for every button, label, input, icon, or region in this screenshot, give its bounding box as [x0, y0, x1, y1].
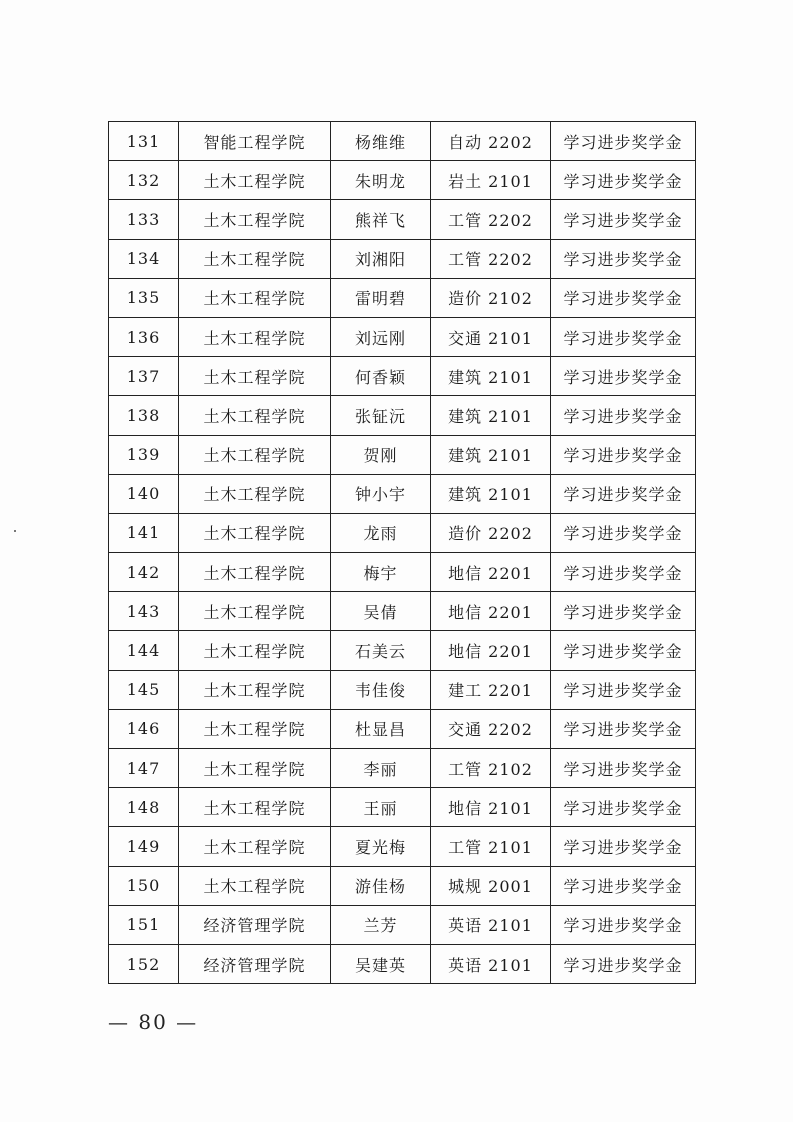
college-cell: 土木工程学院 [179, 827, 331, 866]
award-cell: 学习进步奖学金 [551, 474, 696, 513]
page-number: — 80 — [108, 1010, 199, 1034]
award-cell: 学习进步奖学金 [551, 396, 696, 435]
college-cell: 土木工程学院 [179, 788, 331, 827]
student-name-cell: 熊祥飞 [331, 200, 431, 239]
student-name-cell: 石美云 [331, 631, 431, 670]
student-name-cell: 张钲沅 [331, 396, 431, 435]
table-row [109, 670, 696, 709]
row-number: 150 [109, 866, 179, 905]
row-number: 132 [109, 161, 179, 200]
class-cell: 造价 2202 [431, 513, 551, 552]
row-number: 145 [109, 670, 179, 709]
table-row [109, 200, 696, 239]
class-cell: 地信 2201 [431, 592, 551, 631]
college-cell: 智能工程学院 [179, 122, 331, 161]
table-row [109, 435, 696, 474]
award-cell: 学习进步奖学金 [551, 553, 696, 592]
row-number: 138 [109, 396, 179, 435]
table-row [109, 866, 696, 905]
college-cell: 土木工程学院 [179, 866, 331, 905]
student-name-cell: 李丽 [331, 749, 431, 788]
college-cell: 土木工程学院 [179, 239, 331, 278]
award-cell: 学习进步奖学金 [551, 435, 696, 474]
award-cell: 学习进步奖学金 [551, 357, 696, 396]
award-cell: 学习进步奖学金 [551, 944, 696, 983]
row-number: 136 [109, 317, 179, 356]
class-cell: 交通 2101 [431, 317, 551, 356]
college-cell: 土木工程学院 [179, 670, 331, 709]
table-row [109, 239, 696, 278]
class-cell: 建筑 2101 [431, 474, 551, 513]
row-number: 139 [109, 435, 179, 474]
table-row [109, 513, 696, 552]
student-name-cell: 梅宇 [331, 553, 431, 592]
class-cell: 自动 2202 [431, 122, 551, 161]
student-name-cell: 何香颖 [331, 357, 431, 396]
student-name-cell: 兰芳 [331, 905, 431, 944]
table-row [109, 592, 696, 631]
college-cell: 土木工程学院 [179, 553, 331, 592]
college-cell: 土木工程学院 [179, 474, 331, 513]
table-row [109, 905, 696, 944]
table-row [109, 553, 696, 592]
class-cell: 工管 2202 [431, 239, 551, 278]
award-cell: 学习进步奖学金 [551, 709, 696, 748]
award-cell: 学习进步奖学金 [551, 866, 696, 905]
class-cell: 交通 2202 [431, 709, 551, 748]
award-cell: 学习进步奖学金 [551, 827, 696, 866]
college-cell: 经济管理学院 [179, 944, 331, 983]
row-number: 147 [109, 749, 179, 788]
class-cell: 英语 2101 [431, 944, 551, 983]
row-number: 146 [109, 709, 179, 748]
scholarship-roster-table [108, 121, 696, 984]
award-cell: 学习进步奖学金 [551, 905, 696, 944]
row-number: 151 [109, 905, 179, 944]
class-cell: 造价 2102 [431, 278, 551, 317]
student-name-cell: 吴建英 [331, 944, 431, 983]
table-row [109, 788, 696, 827]
class-cell: 建筑 2101 [431, 357, 551, 396]
class-cell: 地信 2201 [431, 553, 551, 592]
table-row [109, 474, 696, 513]
scan-speck [14, 530, 16, 532]
college-cell: 土木工程学院 [179, 631, 331, 670]
student-name-cell: 杨维维 [331, 122, 431, 161]
table-row [109, 161, 696, 200]
row-number: 133 [109, 200, 179, 239]
class-cell: 地信 2201 [431, 631, 551, 670]
class-cell: 工管 2101 [431, 827, 551, 866]
award-cell: 学习进步奖学金 [551, 161, 696, 200]
student-name-cell: 贺刚 [331, 435, 431, 474]
table-row [109, 709, 696, 748]
row-number: 149 [109, 827, 179, 866]
row-number: 148 [109, 788, 179, 827]
row-number: 144 [109, 631, 179, 670]
class-cell: 建筑 2101 [431, 435, 551, 474]
row-number: 142 [109, 553, 179, 592]
award-cell: 学习进步奖学金 [551, 122, 696, 161]
row-number: 152 [109, 944, 179, 983]
class-cell: 城规 2001 [431, 866, 551, 905]
award-cell: 学习进步奖学金 [551, 631, 696, 670]
student-name-cell: 雷明碧 [331, 278, 431, 317]
table-row [109, 357, 696, 396]
college-cell: 土木工程学院 [179, 278, 331, 317]
college-cell: 土木工程学院 [179, 200, 331, 239]
award-cell: 学习进步奖学金 [551, 749, 696, 788]
award-cell: 学习进步奖学金 [551, 200, 696, 239]
class-cell: 建工 2201 [431, 670, 551, 709]
class-cell: 工管 2202 [431, 200, 551, 239]
table-row [109, 749, 696, 788]
award-cell: 学习进步奖学金 [551, 513, 696, 552]
college-cell: 土木工程学院 [179, 592, 331, 631]
award-cell: 学习进步奖学金 [551, 317, 696, 356]
row-number: 134 [109, 239, 179, 278]
student-name-cell: 龙雨 [331, 513, 431, 552]
table-row [109, 396, 696, 435]
class-cell: 岩土 2101 [431, 161, 551, 200]
roster-table-body [109, 122, 696, 984]
award-cell: 学习进步奖学金 [551, 239, 696, 278]
student-name-cell: 韦佳俊 [331, 670, 431, 709]
college-cell: 土木工程学院 [179, 435, 331, 474]
class-cell: 英语 2101 [431, 905, 551, 944]
class-cell: 地信 2101 [431, 788, 551, 827]
row-number: 137 [109, 357, 179, 396]
college-cell: 土木工程学院 [179, 317, 331, 356]
award-cell: 学习进步奖学金 [551, 278, 696, 317]
student-name-cell: 刘湘阳 [331, 239, 431, 278]
college-cell: 土木工程学院 [179, 513, 331, 552]
student-name-cell: 刘远刚 [331, 317, 431, 356]
class-cell: 建筑 2101 [431, 396, 551, 435]
student-name-cell: 王丽 [331, 788, 431, 827]
row-number: 135 [109, 278, 179, 317]
table-row [109, 317, 696, 356]
college-cell: 经济管理学院 [179, 905, 331, 944]
table-row [109, 278, 696, 317]
row-number: 141 [109, 513, 179, 552]
college-cell: 土木工程学院 [179, 396, 331, 435]
row-number: 131 [109, 122, 179, 161]
row-number: 140 [109, 474, 179, 513]
student-name-cell: 杜显昌 [331, 709, 431, 748]
college-cell: 土木工程学院 [179, 357, 331, 396]
class-cell: 工管 2102 [431, 749, 551, 788]
table-row [109, 827, 696, 866]
college-cell: 土木工程学院 [179, 161, 331, 200]
student-name-cell: 朱明龙 [331, 161, 431, 200]
college-cell: 土木工程学院 [179, 749, 331, 788]
award-cell: 学习进步奖学金 [551, 670, 696, 709]
table-row [109, 944, 696, 983]
table-row [109, 631, 696, 670]
row-number: 143 [109, 592, 179, 631]
table-row [109, 122, 696, 161]
student-name-cell: 吴倩 [331, 592, 431, 631]
student-name-cell: 游佳杨 [331, 866, 431, 905]
college-cell: 土木工程学院 [179, 709, 331, 748]
student-name-cell: 钟小宇 [331, 474, 431, 513]
student-name-cell: 夏光梅 [331, 827, 431, 866]
award-cell: 学习进步奖学金 [551, 788, 696, 827]
award-cell: 学习进步奖学金 [551, 592, 696, 631]
